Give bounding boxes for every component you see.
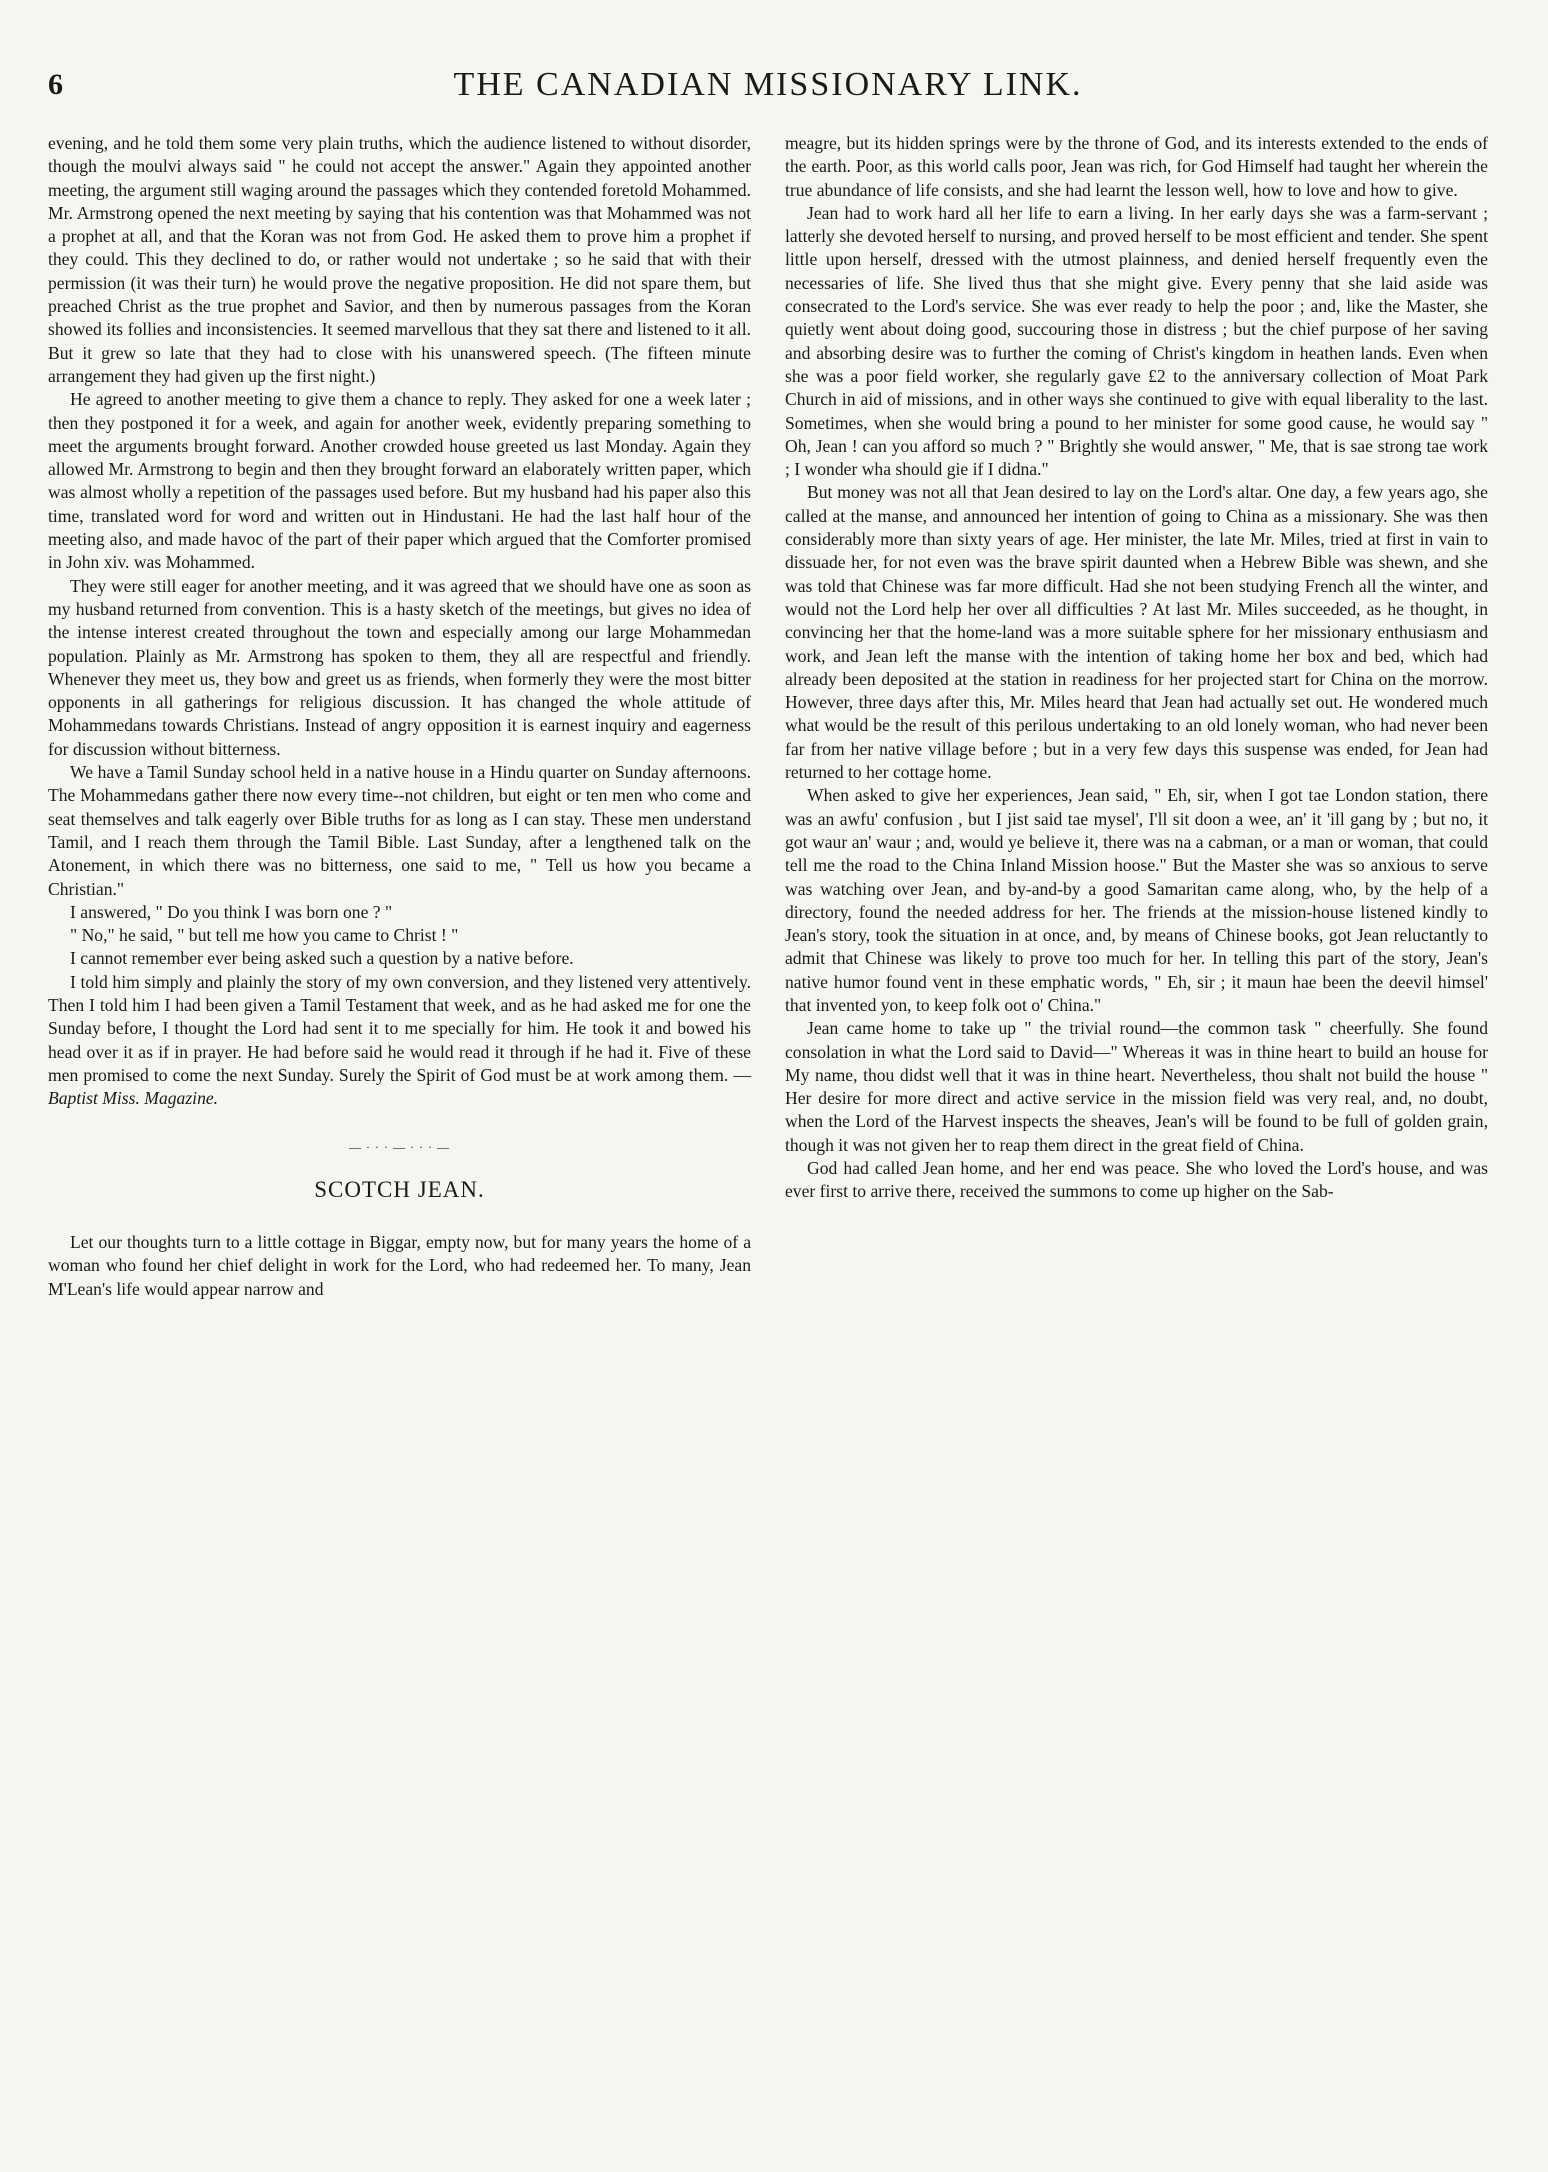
paragraph: I answered, " Do you think I was born one ? " [70,901,393,922]
paragraph: Jean came home to take up " the trivial round—the common task " cheerfully. She found consolation in what the Lord said to David—" Whereas it was in thine heart to build an house for My name, thou didst well that it was in thine heart. Nevertheless, thou shalt not build the house " Her desire for more direct and active service in the mission field was very real, and, no doubt, when the Lord of the Harvest inspects the sheaves, Jean's will be found to be full of golden grain, though it was not given her to reap them direct in the great field of China. [785,1018,1488,1155]
page-number: 6 [48,68,63,101]
paragraph: meagre, but its hidden springs were by the throne of God, and its interests extended to the ends of the earth. Poor, as this world calls poor, Jean was rich, for God Himself had taught her wherein the true abundance of life consists, and she had learnt the lesson well, how to love and how to give. [785,133,1488,200]
paragraph: When asked to give her experiences, Jean said, " Eh, sir, when I got tae London station, there was an awfu' confusion , but I jist said tae mysel', I'll sit doon a wee, an' it 'ill gang by ; but no, it got waur an' waur ; and, would ye believe it, there was na a cabman, or a man or woman, that could tell me the road to the China Inland Mission hoose." But the Master she was so anxious to serve was watching over Jean, and by-and-by a good Samaritan came along, who, by the help of a directory, found the needed address for her. The friends at the mission-house listened kindly to Jean's story, took the situation in at once, and, by means of Chinese books, got Jean reluctantly to admit that Chinese was likely to prove too much for her. In telling this part of the story, Jean's native humor found vent in these emphatic words, " Eh, sir ; it maun hae been the deevil himsel' that invented yon, to keep folk oot o' China." [785,785,1488,1015]
right-column [785,132,1488,1301]
section-divider: — · · · — · · · — [349,1140,450,1155]
left-column [48,132,751,1301]
paragraph: evening, and he told them some very plain truths, which the audience listened to without disorder, though the moulvi always said " he could not accept the answer." Again they appointed another meeting, the argument still waging around the passages which they contended foretold Mohammed. Mr. Armstrong opened the next meeting by saying that his contention was that Mohammed was not a prophet at all, and that the Koran was not from God. He asked them to prove him a prophet if they could. This they declined to do, or rather would not undertake ; so he said that with their permission (it was their turn) he would prove the negative proposition. He did not spare them, but preached Christ as the true prophet and Savior, and then by numerous passages from the Koran showed its follies and inconsistencies. It seemed marvellous that they sat there and listened to it all. But it grew so late that they had to close with his unanswered speech. (The fifteen minute arrangement they had given up the first night.) [48,133,751,386]
paragraph: But money was not all that Jean desired to lay on the Lord's altar. One day, a few years ago, she called at the manse, and announced her intention of going to China as a missionary. She was then considerably more than sixty years of age. Her minister, the late Mr. Miles, tried at first in vain to dissuade her, for not even was the brave spirit daunted when a Hebrew Bible was shewn, and she was told that Chinese was far more difficult. Had she not been studying French all the winter, and would not the Lord help her over all difficulties ? At last Mr. Miles succeeded, as he thought, in convincing her that the home-land was a more suitable sphere for her missionary enthusiasm and work, and Jean left the manse with the intention of taking home her box and bed, which had already been deposited at the station in readiness for her projected start for China on the morrow. However, three days after this, Mr. Miles heard that Jean had actually set out. He wondered much what would be the result of this perilous undertaking to an old lonely woman, who had never been far from her native village before ; but in a very few days this suspense was ended, for Jean had returned to her cottage home. [785,482,1488,783]
section-title: SCOTCH JEAN. [314,1176,485,1202]
paragraph: I cannot remember ever being asked such a question by a native before. [70,948,574,969]
paragraph: " No," he said, " but tell me how you came to Christ ! " [70,925,459,946]
paragraph-text: I told him simply and plainly the story of my own conversion, and they listened very attentively. Then I told him I had been given a Tamil Testament that week, and as he had asked me for one the Sunday before, I thought the Lord had sent it to me specially for him. He took it and bowed his head over it as if in prayer. He had before said he would read it through if he had it. Five of these men promised to come the next Sunday. Surely the Spirit of God must be at work among them. [48,971,751,1085]
article-columns [48,132,1488,1301]
paragraph: Let our thoughts turn to a little cottage in Biggar, empty now, but for many years the home of a woman who found her chief delight in work for the Lord, who had redeemed her. To many, Jean M'Lean's life would appear narrow and [48,1232,751,1299]
paragraph: They were still eager for another meeting, and it was agreed that we should have one as soon as my husband returned from convention. This is a hasty sketch of the meetings, but gives no idea of the intense interest created throughout the town and especially among our large Mohammedan population. Plainly as Mr. Armstrong has spoken to them, they all are respectful and friendly. Whenever they meet us, they bow and greet us as friends, when formerly they were the most bitter opponents in all gatherings for religious discussion. It has changed the whole attitude of Mohammedans towards Christians. Instead of angry opposition it is earnest inquiry and eagerness for discussion without bitterness. [48,575,751,759]
paragraph-with-attribution: I told him simply and plainly the story of my own conversion, and they listened very attentively. Then I told him I had been given a Tamil Testament that week, and as he had asked me for one the Sunday before, I thought the Lord had sent it to me specially for him. He took it and bowed his head over it as if in prayer. He had before said he would read it through if he had it. Five of these men promised to come the next Sunday. Surely the Spirit of God must be at work among them. — Baptist Miss. Magazine. [48,971,751,1109]
paragraph: He agreed to another meeting to give them a chance to reply. They asked for one a week later ; then they postponed it for a week, and again for another week, evidently preparing something to meet the arguments brought forward. Another crowded house greeted us last Monday. Again they allowed Mr. Armstrong to begin and then they brought forward an elaborately written paper, which was almost wholly a repetition of the passages used before. But my husband had his paper also this time, translated word for word and written out in Hindustani. He had the last half hour of the meeting also, and made havoc of the part of their paper which argued that the Comforter promised in John xiv. was Mohammed. [48,389,751,573]
paragraph: We have a Tamil Sunday school held in a native house in a Hindu quarter on Sunday afternoons. The Mohammedans gather there now every time--not children, but eight or ten men who come and seat themselves and talk eagerly over Bible truths for as long as I can stay. These men understand Tamil, and I reach them through the Tamil Bible. Last Sunday, after a lengthened talk on the Atonement, in which there was no bitterness, one said to me, " Tell us how you became a Christian." [48,762,751,899]
paragraph: God had called Jean home, and her end was peace. She who loved the Lord's house, and was ever first to arrive there, received the summons to come up higher on the Sab- [785,1158,1488,1202]
paragraph: Jean had to work hard all her life to earn a living. In her early days she was a farm-servant ; latterly she devoted herself to nursing, and proved herself to be most efficient and tender. She spent little upon herself, dressed with the utmost plainness, and denied herself frequently even the necessaries of life. She lived thus that she might give. Every penny that she laid aside was consecrated to the Lord's service. She was ever ready to help the poor ; and, like the Master, she quietly went about doing good, succouring those in distress ; but the chief purpose of her saving and absorbing desire was to further the coming of Christ's kingdom in heathen lands. Even when she was a poor field worker, she regularly gave £2 to the anniversary collection of Moat Park Church in aid of missions, and in other ways she continued to give with equal liberality to the last. Sometimes, when she would bring a pound to her minister for some good cause, he would say " Oh, Jean ! can you afford so much ? " Brightly she would answer, " Me, that is sae strong tae work ; I wonder wha should gie if I didna." [785,202,1488,480]
page-header [48,62,1488,112]
source-attribution: Baptist Miss. Magazine. [48,1088,219,1109]
running-title: THE CANADIAN MISSIONARY LINK. [453,66,1083,103]
